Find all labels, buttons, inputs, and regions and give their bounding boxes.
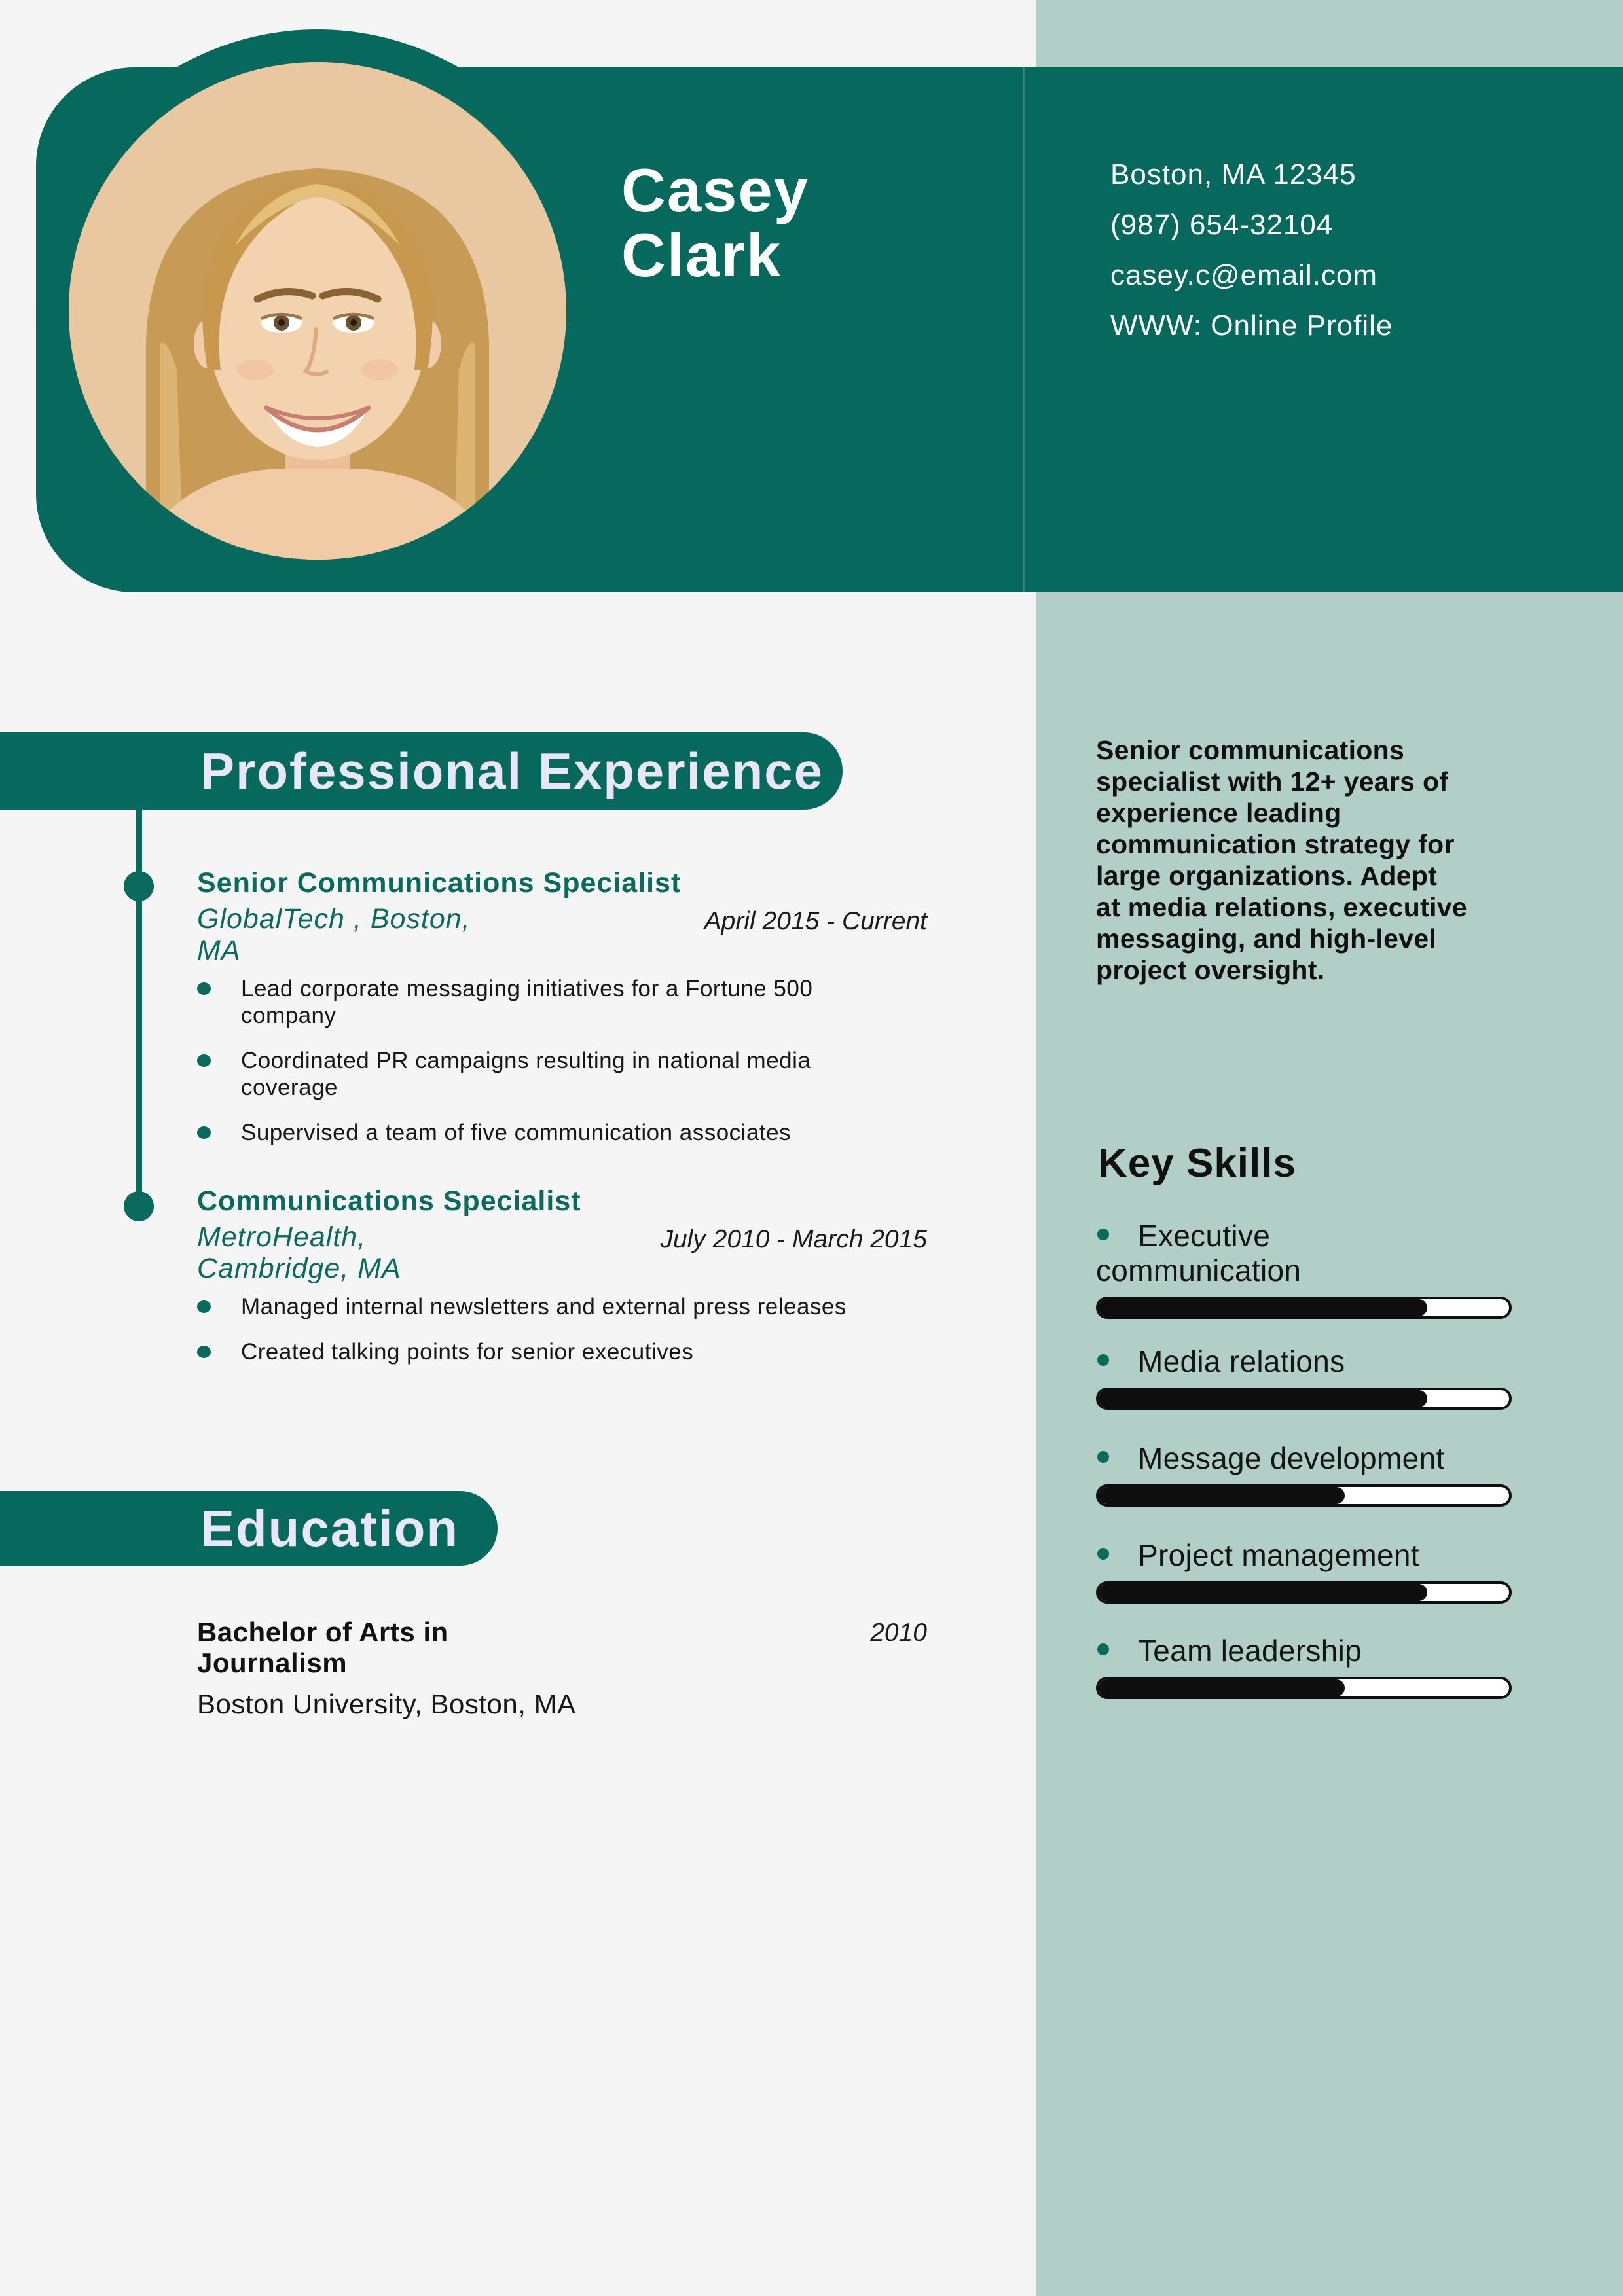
skill-progress-fill xyxy=(1099,1679,1345,1696)
skill-label: Message development xyxy=(1096,1441,1463,1476)
skill-progress-bar xyxy=(1096,1297,1512,1319)
skill-progress-bar xyxy=(1096,1484,1512,1507)
skill-label: Media relations xyxy=(1096,1344,1463,1379)
job1-bullet: Supervised a team of five communication associates xyxy=(197,1119,863,1146)
job2-company: MetroHealth, Cambridge, MA xyxy=(197,1221,401,1284)
contact-block xyxy=(1110,149,1393,351)
job2-bullet: Managed internal newsletters and external press releases xyxy=(197,1293,863,1320)
first-name: Casey xyxy=(621,156,809,224)
timeline-dot-job1 xyxy=(124,871,154,901)
contact-website[interactable]: WWW: Online Profile xyxy=(1110,310,1393,342)
skill-bullet-icon xyxy=(1097,1229,1109,1240)
job1-dates: April 2015 - Current xyxy=(704,907,927,935)
skill-progress-fill xyxy=(1099,1584,1427,1601)
header-seam-divider xyxy=(1023,67,1025,592)
skill-label: Project management xyxy=(1096,1538,1463,1573)
job1-company: GlobalTech , Boston, MA xyxy=(197,903,471,966)
skill-bullet-icon xyxy=(1097,1451,1109,1463)
skill-bullet-icon xyxy=(1097,1643,1109,1655)
education-year: 2010 xyxy=(870,1619,927,1647)
section-banner-experience xyxy=(0,732,843,810)
skills-section-title: Key Skills xyxy=(1098,1141,1296,1186)
skill-item xyxy=(1096,1441,1515,1507)
section-title-education: Education xyxy=(200,1499,460,1557)
job2-dates: July 2010 - March 2015 xyxy=(660,1225,927,1253)
person-name xyxy=(621,158,809,287)
professional-summary: Senior communications specialist with 12+ years of experience leading communication strategy for large organizations. Adept at media relations, executive messaging, and high-level project oversight. xyxy=(1096,735,1468,985)
skill-label: Team leadership xyxy=(1096,1634,1463,1668)
skill-label: Executive communication xyxy=(1096,1219,1302,1287)
skill-progress-bar xyxy=(1096,1388,1512,1410)
skill-item xyxy=(1096,1538,1515,1604)
skill-progress-fill xyxy=(1099,1487,1345,1504)
job2-title: Communications Specialist xyxy=(197,1185,581,1217)
skill-item xyxy=(1096,1219,1515,1319)
job-entry-1 xyxy=(197,867,927,1164)
skill-item xyxy=(1096,1344,1515,1410)
job1-bullet-list xyxy=(197,975,927,1146)
section-banner-education xyxy=(0,1491,498,1566)
education-degree: Bachelor of Arts in Journalism xyxy=(197,1617,448,1678)
portrait-illustration xyxy=(69,62,566,560)
education-school: Boston University, Boston, MA xyxy=(197,1689,576,1719)
section-title-experience: Professional Experience xyxy=(200,742,824,800)
profile-photo xyxy=(69,62,566,560)
job1-bullet: Coordinated PR campaigns resulting in national media coverage xyxy=(197,1047,863,1101)
contact-phone: (987) 654-32104 xyxy=(1110,209,1334,241)
job-entry-2 xyxy=(197,1185,927,1384)
contact-location: Boston, MA 12345 xyxy=(1110,158,1357,190)
skill-progress-bar xyxy=(1096,1677,1512,1699)
job2-bullet: Created talking points for senior executives xyxy=(197,1338,863,1365)
contact-email[interactable]: casey.c@email.com xyxy=(1110,259,1378,291)
skill-progress-bar xyxy=(1096,1581,1512,1604)
skill-progress-fill xyxy=(1099,1299,1427,1316)
skill-progress-fill xyxy=(1099,1390,1427,1407)
last-name: Clark xyxy=(621,221,782,289)
job1-bullet: Lead corporate messaging initiatives for a Fortune 500 company xyxy=(197,975,863,1029)
job1-title: Senior Communications Specialist xyxy=(197,867,682,899)
timeline-line xyxy=(136,810,142,1208)
skill-item xyxy=(1096,1634,1515,1699)
skill-bullet-icon xyxy=(1097,1548,1109,1560)
education-entry xyxy=(197,1617,927,1720)
job2-bullet-list xyxy=(197,1293,927,1365)
timeline-dot-job2 xyxy=(124,1191,154,1221)
skill-bullet-icon xyxy=(1097,1354,1109,1366)
